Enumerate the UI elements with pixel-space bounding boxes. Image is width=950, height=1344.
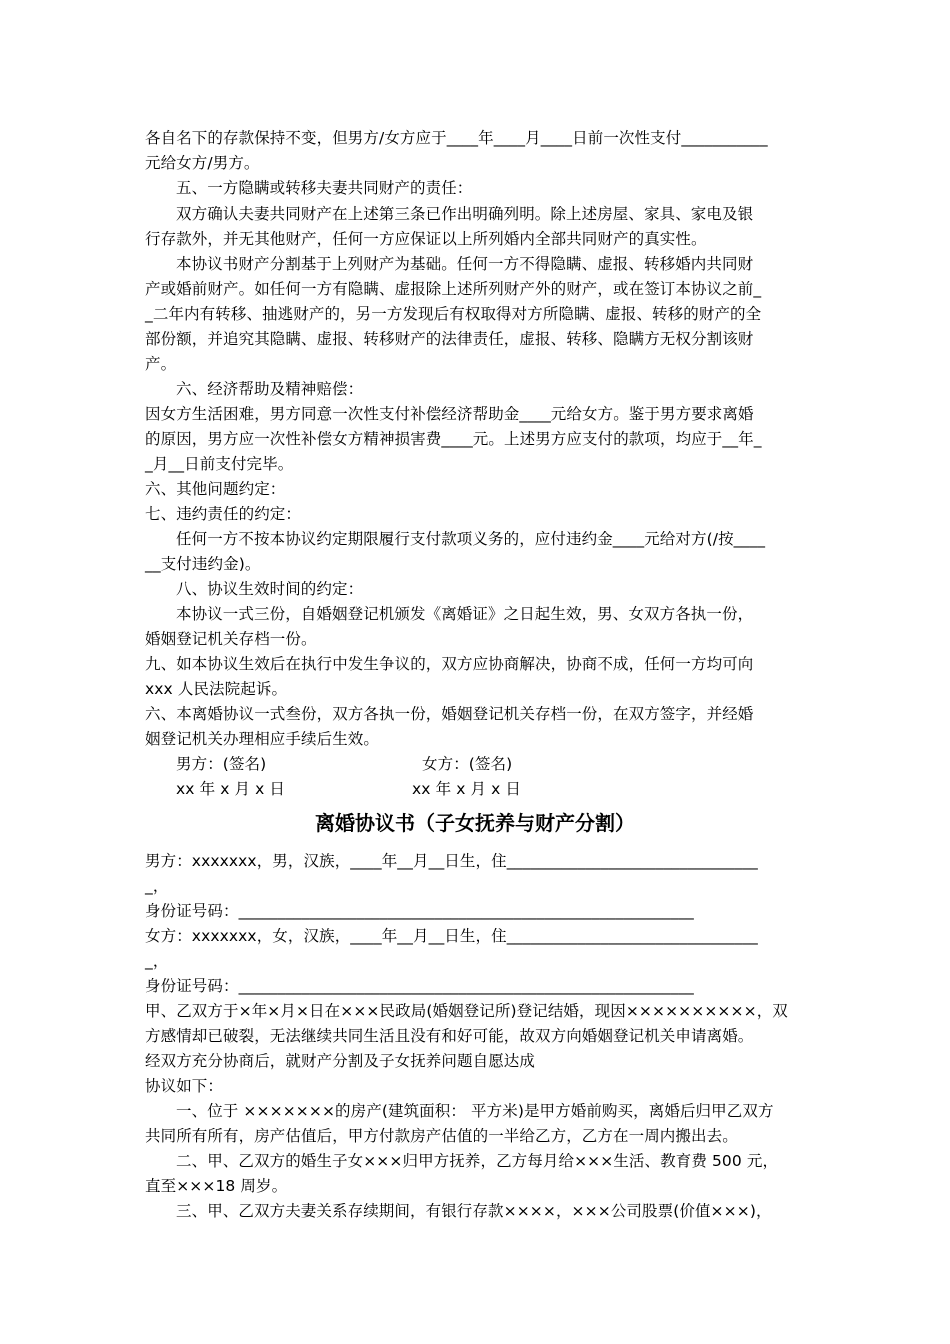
text-line: 元给女方/男方。	[145, 154, 260, 172]
female-info-line: 女方：xxxxxxx，女，汉族，____年__月__日生，住________________________________	[145, 927, 758, 945]
section-heading: 六、经济帮助及精神赔偿：	[176, 380, 364, 398]
clause-line: 一、位于 ×××××××的房产(建筑面积： 平方米)是甲方婚前购买，离婚后归甲乙双方	[176, 1102, 774, 1120]
text-line: 六、本离婚协议一式叁份，双方各执一份，婚姻登记机关存档一份，在双方签字，并经婚	[145, 705, 754, 723]
text-line: 经双方充分协商后，就财产分割及子女抚养问题自愿达成	[145, 1052, 536, 1070]
female-signature-date: xx 年 x 月 x 日	[412, 780, 522, 798]
female-signature-label: 女方：(签名)	[422, 755, 513, 773]
text-line: 直至×××18 周岁。	[145, 1177, 288, 1195]
section-heading: 八、协议生效时间的约定：	[176, 580, 364, 598]
text-line: 任何一方不按本协议约定期限履行支付款项义务的，应付违约金____元给对方(/按____	[176, 530, 766, 548]
text-line: 婚姻登记机关存档一份。	[145, 630, 317, 648]
text-line: _月__日前支付完毕。	[145, 455, 294, 473]
text-line: 行存款外，并无其他财产，任何一方应保证以上所列婚内全部共同财产的真实性。	[145, 230, 707, 248]
male-info-line: 男方：xxxxxxx，男，汉族，____年__月__日生，住________________________________	[145, 852, 758, 870]
text-line: 甲、乙双方于×年×月×日在×××民政局(婚姻登记所)登记结婚，现因××××××××××，双	[145, 1002, 788, 1020]
clause-line: 三、甲、乙双方夫妻关系存续期间，有银行存款××××，×××公司股票(价值×××)，	[176, 1202, 772, 1220]
section-heading: 七、违约责任的约定：	[145, 505, 302, 523]
text-line: 双方确认夫妻共同财产在上述第三条已作出明确列明。除上述房屋、家具、家电及银	[176, 205, 754, 223]
text-line: 的原因，男方应一次性补偿女方精神损害费____元。上述男方应支付的款项，均应于__年_	[145, 430, 762, 448]
section-heading: 五、一方隐瞒或转移夫妻共同财产的责任：	[176, 179, 473, 197]
text-line: _，	[145, 877, 169, 895]
text-line: 方感情却已破裂，无法继续共同生活且没有和好可能，故双方向婚姻登记机关申请离婚。	[145, 1027, 754, 1045]
text-line: 九、如本协议生效后在执行中发生争议的，双方应协商解决，协商不成，任何一方均可向	[145, 655, 754, 673]
text-line: 共同所有所有，房产估值后，甲方付款房产估值的一半给乙方，乙方在一周内搬出去。	[145, 1127, 738, 1145]
clause-line: 二、甲、乙双方的婚生子女×××归甲方抚养，乙方每月给×××生活、教育费 500 元，	[176, 1152, 779, 1170]
text-line: 姻登记机关办理相应手续后生效。	[145, 730, 380, 748]
male-signature-date: xx 年 x 月 x 日	[176, 780, 286, 798]
text-line: 产。	[145, 355, 177, 373]
text-line: xxx 人民法院起诉。	[145, 680, 288, 698]
text-line: _二年内有转移、抽逃财产的，另一方发现后有权取得对方所隐瞒、虚报、转移的财产的全	[145, 305, 762, 323]
male-signature-label: 男方：(签名)	[176, 755, 267, 773]
text-line: 各自名下的存款保持不变，但男方/女方应于____年____月____日前一次性支付___________	[145, 129, 768, 147]
text-line: 因女方生活困难，男方同意一次性支付补偿经济帮助金____元给女方。鉴于男方要求离婚	[145, 405, 754, 423]
text-line: __支付违约金)。	[145, 555, 261, 573]
document-title: 离婚协议书（子女抚养与财产分割）	[315, 811, 635, 835]
text-line: 本协议一式三份，自婚姻登记机颁发《离婚证》之日起生效，男、女双方各执一份，	[176, 605, 754, 623]
text-line: 部份额，并追究其隐瞒、虚报、转移财产的法律责任，虚报、转移、隐瞒方无权分割该财	[145, 330, 754, 348]
male-id-line: 身份证号码：__________________________________________________________	[145, 902, 694, 920]
text-line: 产或婚前财产。如任何一方有隐瞒、虚报除上述所列财产外的财产，或在签订本协议之前_	[145, 280, 762, 298]
text-line: 本协议书财产分割基于上列财产为基础。任何一方不得隐瞒、虚报、转移婚内共同财	[176, 255, 754, 273]
text-line: _，	[145, 952, 169, 970]
female-id-line: 身份证号码：__________________________________________________________	[145, 977, 694, 995]
text-line: 协议如下：	[145, 1077, 224, 1095]
section-heading: 六、其他问题约定：	[145, 480, 286, 498]
